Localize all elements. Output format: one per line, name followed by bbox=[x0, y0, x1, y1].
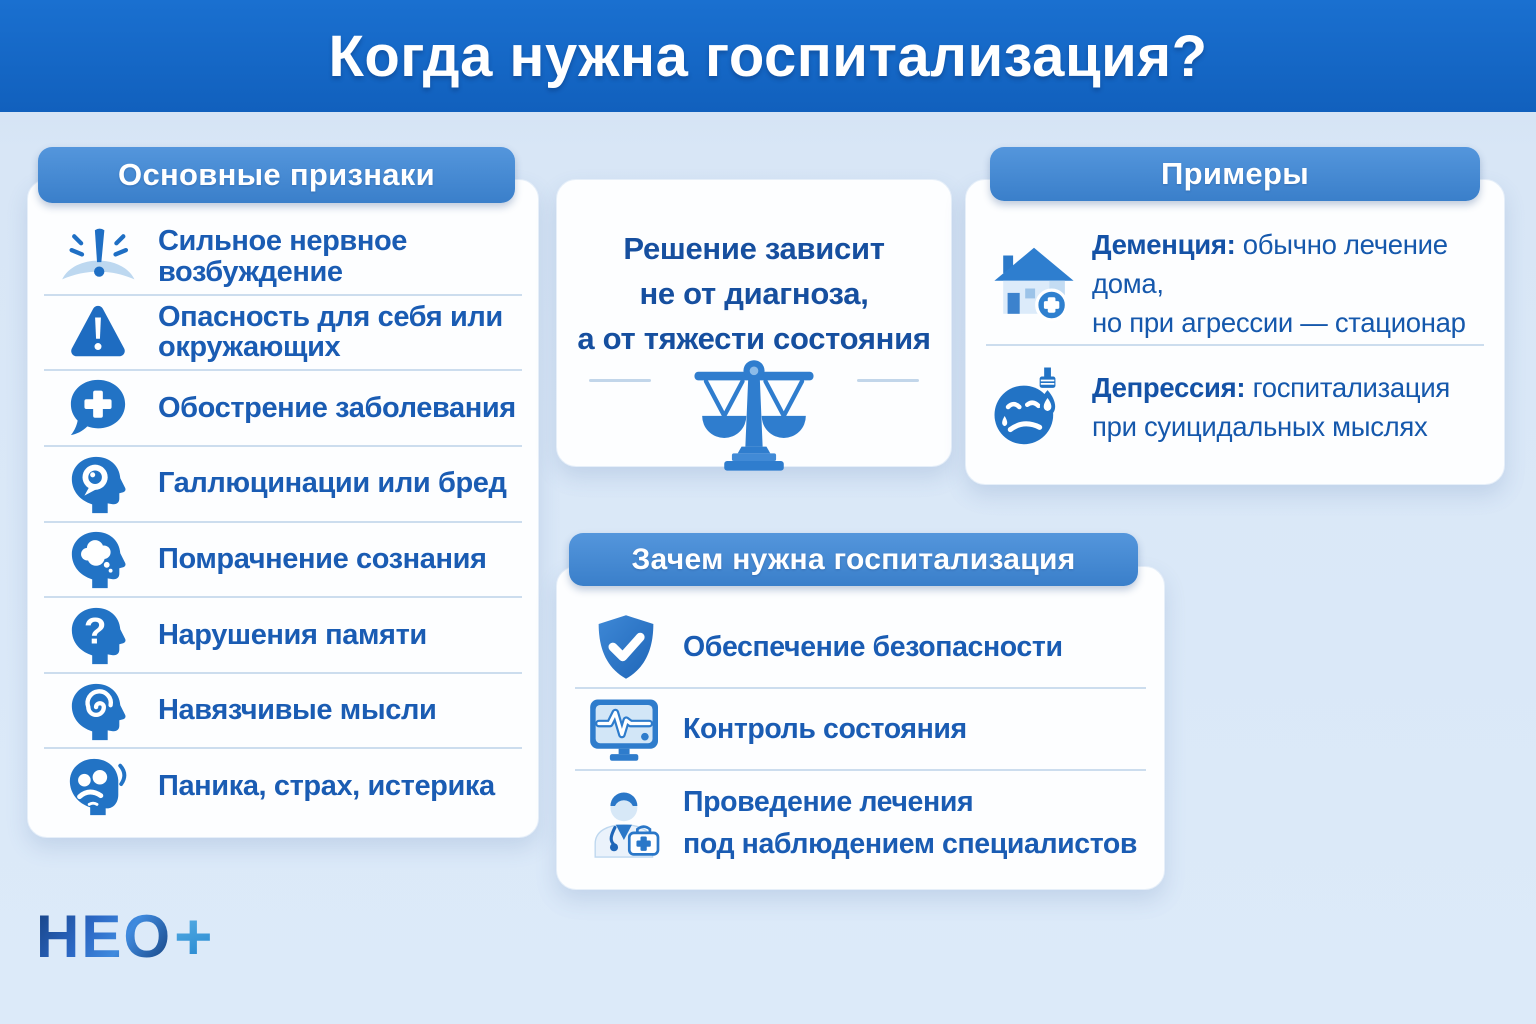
sign-row-hallucination bbox=[44, 447, 522, 523]
memory-icon bbox=[52, 600, 144, 670]
hallucination-icon bbox=[52, 449, 144, 519]
illness-icon bbox=[52, 373, 144, 443]
example-lead: Депрессия: bbox=[1092, 372, 1246, 403]
sign-label: Навязчивые мысли bbox=[158, 694, 437, 727]
house-icon bbox=[990, 233, 1078, 333]
sign-row-excitement bbox=[44, 220, 522, 296]
sign-label: Галлюцинации или бред bbox=[158, 467, 507, 500]
example-lead: Деменция: bbox=[1092, 228, 1236, 260]
decision-text bbox=[557, 226, 951, 361]
example-text bbox=[1092, 225, 1484, 342]
examples-panel-header-label: Примеры bbox=[1161, 156, 1309, 191]
decision-line: а от тяжести состояния bbox=[577, 321, 931, 356]
scales-icon bbox=[682, 354, 826, 472]
purpose-line1: Обеспечение безопасности bbox=[683, 631, 1063, 663]
purpose-row-treatment bbox=[575, 771, 1146, 875]
example-text bbox=[1092, 368, 1450, 446]
example-line2: при суицидальных мыслях bbox=[1092, 411, 1428, 442]
purpose-row-monitoring bbox=[575, 689, 1146, 771]
excitement-icon bbox=[52, 222, 144, 292]
shield-check-icon bbox=[585, 607, 667, 687]
sign-label: Опасность для себя или окружающих bbox=[158, 301, 503, 364]
example-row-dementia bbox=[986, 222, 1484, 346]
purpose-line1: Контроль состояния bbox=[683, 713, 967, 745]
header-bar bbox=[0, 0, 1536, 112]
decision-divider-right bbox=[857, 379, 919, 382]
sign-row-panic bbox=[44, 749, 522, 823]
purpose-panel bbox=[556, 566, 1165, 890]
purpose-panel-header bbox=[569, 533, 1138, 586]
sign-row-obsessive bbox=[44, 674, 522, 750]
example-row-depression bbox=[986, 346, 1484, 468]
svg-text:?: ? bbox=[83, 610, 107, 652]
example-line1: обычно лечение дома, bbox=[1092, 228, 1448, 299]
obsessive-icon bbox=[52, 676, 144, 746]
sign-label: Помрачнение сознания bbox=[158, 543, 487, 576]
examples-panel-header bbox=[990, 147, 1480, 201]
signs-panel-header-label: Основные признаки bbox=[118, 157, 435, 192]
page-title: Когда нужна госпитализация? bbox=[328, 23, 1208, 89]
purpose-line1: Проведение лечения bbox=[683, 786, 974, 818]
confusion-icon bbox=[52, 524, 144, 594]
purpose-label bbox=[683, 781, 1137, 865]
signs-panel-header bbox=[38, 147, 515, 203]
decision-line: не от диагноза, bbox=[639, 276, 869, 311]
neo-logo-plus: + bbox=[174, 899, 215, 973]
decision-card bbox=[556, 179, 952, 467]
sign-row-confusion bbox=[44, 523, 522, 599]
decision-line: Решение зависит bbox=[623, 231, 885, 266]
sign-label: Сильное нервное возбуждение bbox=[158, 225, 407, 288]
monitor-icon bbox=[585, 689, 667, 769]
sign-row-danger bbox=[44, 296, 522, 372]
depression-icon bbox=[990, 357, 1078, 457]
sign-row-illness bbox=[44, 371, 522, 447]
decision-divider-left bbox=[589, 379, 651, 382]
sign-label: Паника, страх, истерика bbox=[158, 769, 495, 802]
signs-panel bbox=[27, 179, 539, 838]
example-line1: госпитализация bbox=[1252, 372, 1451, 403]
purpose-label bbox=[683, 626, 1063, 668]
neo-logo bbox=[36, 898, 215, 974]
danger-icon bbox=[52, 297, 144, 367]
purpose-row-safety bbox=[575, 607, 1146, 689]
sign-label: Нарушения памяти bbox=[158, 618, 427, 651]
doctor-icon bbox=[585, 783, 667, 863]
sign-row-memory bbox=[44, 598, 522, 674]
example-line2: но при агрессии — стационар bbox=[1092, 306, 1466, 338]
sign-label: Обострение заболевания bbox=[158, 391, 516, 424]
panic-icon bbox=[52, 751, 144, 821]
purpose-label bbox=[683, 708, 967, 750]
purpose-line2: под наблюдением специалистов bbox=[683, 828, 1138, 860]
purpose-panel-header-label: Зачем нужна госпитализация bbox=[631, 542, 1076, 576]
neo-logo-text: НЕО bbox=[36, 902, 173, 970]
examples-panel bbox=[965, 179, 1505, 485]
